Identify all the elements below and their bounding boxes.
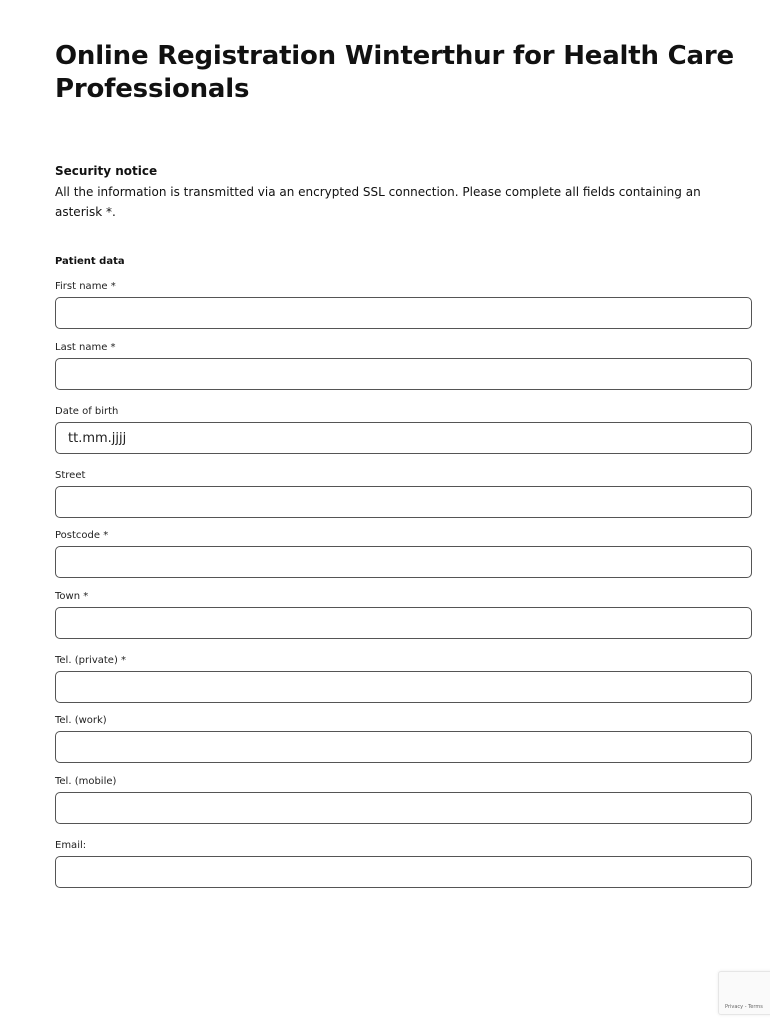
security-notice-text: All the information is transmitted via an encrypted SSL connection. Please complete all fields containing an asterisk *. [55,185,701,219]
recaptcha-privacy-terms-links[interactable]: Privacy - Terms [725,1004,763,1010]
last-name-input[interactable] [55,358,752,390]
date-of-birth-input[interactable] [55,422,752,454]
email-input[interactable] [55,856,752,888]
tel-work-label: Tel. (work) [55,715,107,726]
first-name-label: First name * [55,281,116,292]
last-name-label: Last name * [55,342,116,353]
first-name-input[interactable] [55,297,752,329]
tel-private-input[interactable] [55,671,752,703]
town-input[interactable] [55,607,752,639]
patient-data-heading: Patient data [55,256,125,267]
town-label: Town * [55,591,89,602]
postcode-input[interactable] [55,546,752,578]
page-title: Online Registration Winterthur for Health Care Professionals [55,41,734,104]
street-label: Street [55,470,86,481]
email-label: Email: [55,840,87,851]
date-of-birth-label: Date of birth [55,406,119,417]
tel-work-input[interactable] [55,731,752,763]
tel-mobile-label: Tel. (mobile) [55,776,117,787]
recaptcha-badge[interactable] [718,971,770,1015]
security-notice-heading: Security notice [55,164,158,178]
tel-mobile-input[interactable] [55,792,752,824]
postcode-label: Postcode * [55,530,109,541]
tel-private-label: Tel. (private) * [55,655,127,666]
street-input[interactable] [55,486,752,518]
